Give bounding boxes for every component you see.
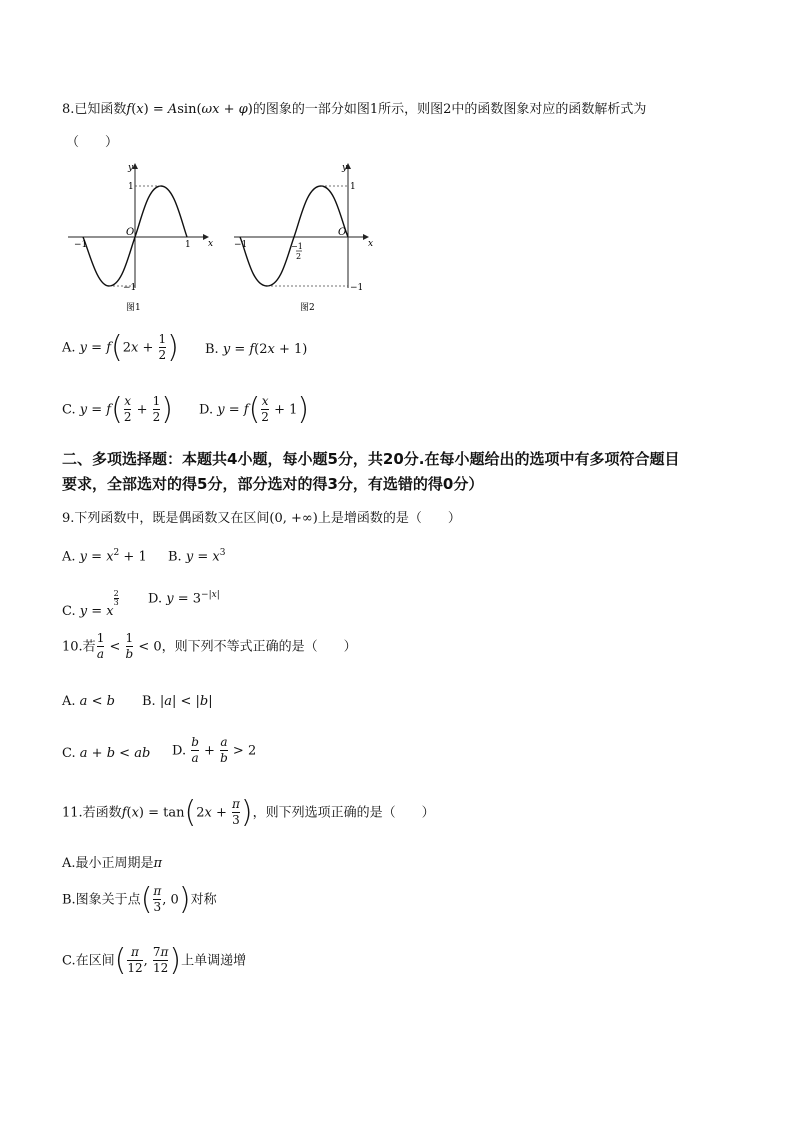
q11-option-b[interactable]: B.图象关于点( $\frac{\pi}{3}$ , 0)对称 xyxy=(62,882,217,917)
q8-stem: 8.已知函数f(x) = Asin(ωx + φ)的图象的一部分如图1所示，则图2中的函数图象对应的函数解析式为 xyxy=(62,102,647,117)
q8-stem-prefix: 8.已知函数 xyxy=(62,102,127,117)
figure-2 xyxy=(230,158,380,314)
q10-stem-prefix: 10.若 xyxy=(62,639,96,655)
fig1-caption: 图1 xyxy=(126,303,141,313)
svg-text:x: x xyxy=(368,239,374,249)
q8-answer-paren: （ ） xyxy=(66,135,119,150)
svg-text:y: y xyxy=(128,163,134,173)
q10-option-a[interactable]: A. a < b xyxy=(62,694,115,709)
q9-option-c[interactable]: C. y = x $^{\frac{2}{3}}$ xyxy=(62,589,119,619)
q11-option-a-label: A.最小正周期是 xyxy=(62,856,154,871)
section2-heading-line2: 要求，全部选对的得5分，部分选对的得3分，有选错的得0分） xyxy=(62,475,484,493)
q10-option-b-label: B. xyxy=(142,694,156,709)
q9-stem-prefix: 9.下列函数中，既是偶函数又在区间 xyxy=(62,511,270,526)
q9-stem: 9.下列函数中，既是偶函数又在区间(0, +∞)上是增函数的是（ ） xyxy=(62,511,461,526)
svg-text:−1: −1 xyxy=(74,240,88,250)
svg-text:1: 1 xyxy=(350,182,356,192)
q8-option-a-label: A. xyxy=(62,340,76,356)
svg-text:O: O xyxy=(126,227,135,238)
q11-option-b-prefix: B.图象关于点 xyxy=(62,892,141,908)
q8-stem-suffix: 的图象的一部分如图1所示，则图2中的函数图象对应的函数解析式为 xyxy=(252,102,647,117)
q11-option-a[interactable]: A.最小正周期是π xyxy=(62,856,163,871)
svg-text:−1: −1 xyxy=(123,283,137,293)
q9-option-c-label: C. xyxy=(62,604,76,619)
q10-option-c[interactable]: C. a + b < ab xyxy=(62,746,151,761)
svg-text:−1: −1 xyxy=(291,242,303,251)
q10-stem: 10.若 $\frac{1}{a}$ < $\frac{1}{b}$ < 0，则下列不等式正确的是（ ） xyxy=(62,631,357,661)
q10-option-d-label: D. xyxy=(172,743,187,759)
svg-text:−1: −1 xyxy=(234,240,248,250)
svg-text:1: 1 xyxy=(185,240,191,250)
svg-text:2: 2 xyxy=(296,252,302,261)
q8-option-d[interactable]: D. y = f( $\frac{x}{2}$ + 1) xyxy=(199,392,310,427)
q8-option-c[interactable]: C. y = f( $\frac{x}{2}$ + $\frac{1}{2}$ ) xyxy=(62,392,173,427)
q9-option-a[interactable]: A. $y = x^2 + 1$ xyxy=(62,548,147,565)
fig2-caption: 图2 xyxy=(300,303,315,313)
q10-option-d[interactable]: D. $\frac{b}{a}$ + $\frac{a}{b}$ > 2 xyxy=(172,735,257,765)
q8-option-a[interactable]: A. y = f(2x + $\frac{1}{2}$ ) xyxy=(62,330,179,365)
q9-option-d[interactable]: D. $y = 3^{-|x|}$ xyxy=(148,590,220,607)
svg-text:x: x xyxy=(208,239,214,249)
q8-option-c-label: C. xyxy=(62,402,76,418)
section2-heading-line1: 二、多项选择题：本题共4小题，每小题5分，共20分.在每小题给出的选项中有多项符合题目 xyxy=(62,450,680,468)
figure-1 xyxy=(62,158,218,314)
svg-text:O: O xyxy=(338,227,347,238)
fig2-sine-curve xyxy=(240,186,348,286)
q10-stem-suffix: ，则下列不等式正确的是（ ） xyxy=(161,639,357,655)
q11-option-b-suffix: 对称 xyxy=(190,892,217,908)
q8-option-b[interactable]: B. y = f(2x + 1) xyxy=(205,342,308,357)
q10-option-b[interactable]: B. |a| < |b| xyxy=(142,694,213,709)
svg-text:1: 1 xyxy=(128,182,134,192)
svg-text:−1: −1 xyxy=(350,283,364,293)
q11-stem-prefix: 11.若函数 xyxy=(62,805,122,821)
q9-option-d-label: D. xyxy=(148,591,163,607)
q9-stem-suffix: 上是增函数的是（ ） xyxy=(317,511,461,526)
q11-stem-suffix: ，则下列选项正确的是（ ） xyxy=(252,805,435,821)
q11-option-c[interactable]: C.在区间( $\frac{\pi}{12}$ , $\frac{7\pi}{12}$ )上单调递增 xyxy=(62,943,247,978)
q11-option-c-suffix: 上单调递增 xyxy=(181,953,247,969)
svg-text:y: y xyxy=(342,163,348,173)
q11-option-c-prefix: C.在区间 xyxy=(62,953,115,969)
q11-stem: 11.若函数f(x) = tan(2x + $\frac{\pi}{3}$ )，则下列选项正确的是（ ） xyxy=(62,795,435,830)
q8-option-d-label: D. xyxy=(199,402,214,418)
q9-option-b[interactable]: B. $y = x^3$ xyxy=(168,548,226,565)
q9-option-a-label: A. xyxy=(62,549,76,565)
q8-option-b-label: B. xyxy=(205,342,219,357)
q10-option-c-label: C. xyxy=(62,746,76,761)
q10-option-a-label: A. xyxy=(62,694,76,709)
q9-option-b-label: B. xyxy=(168,549,182,565)
